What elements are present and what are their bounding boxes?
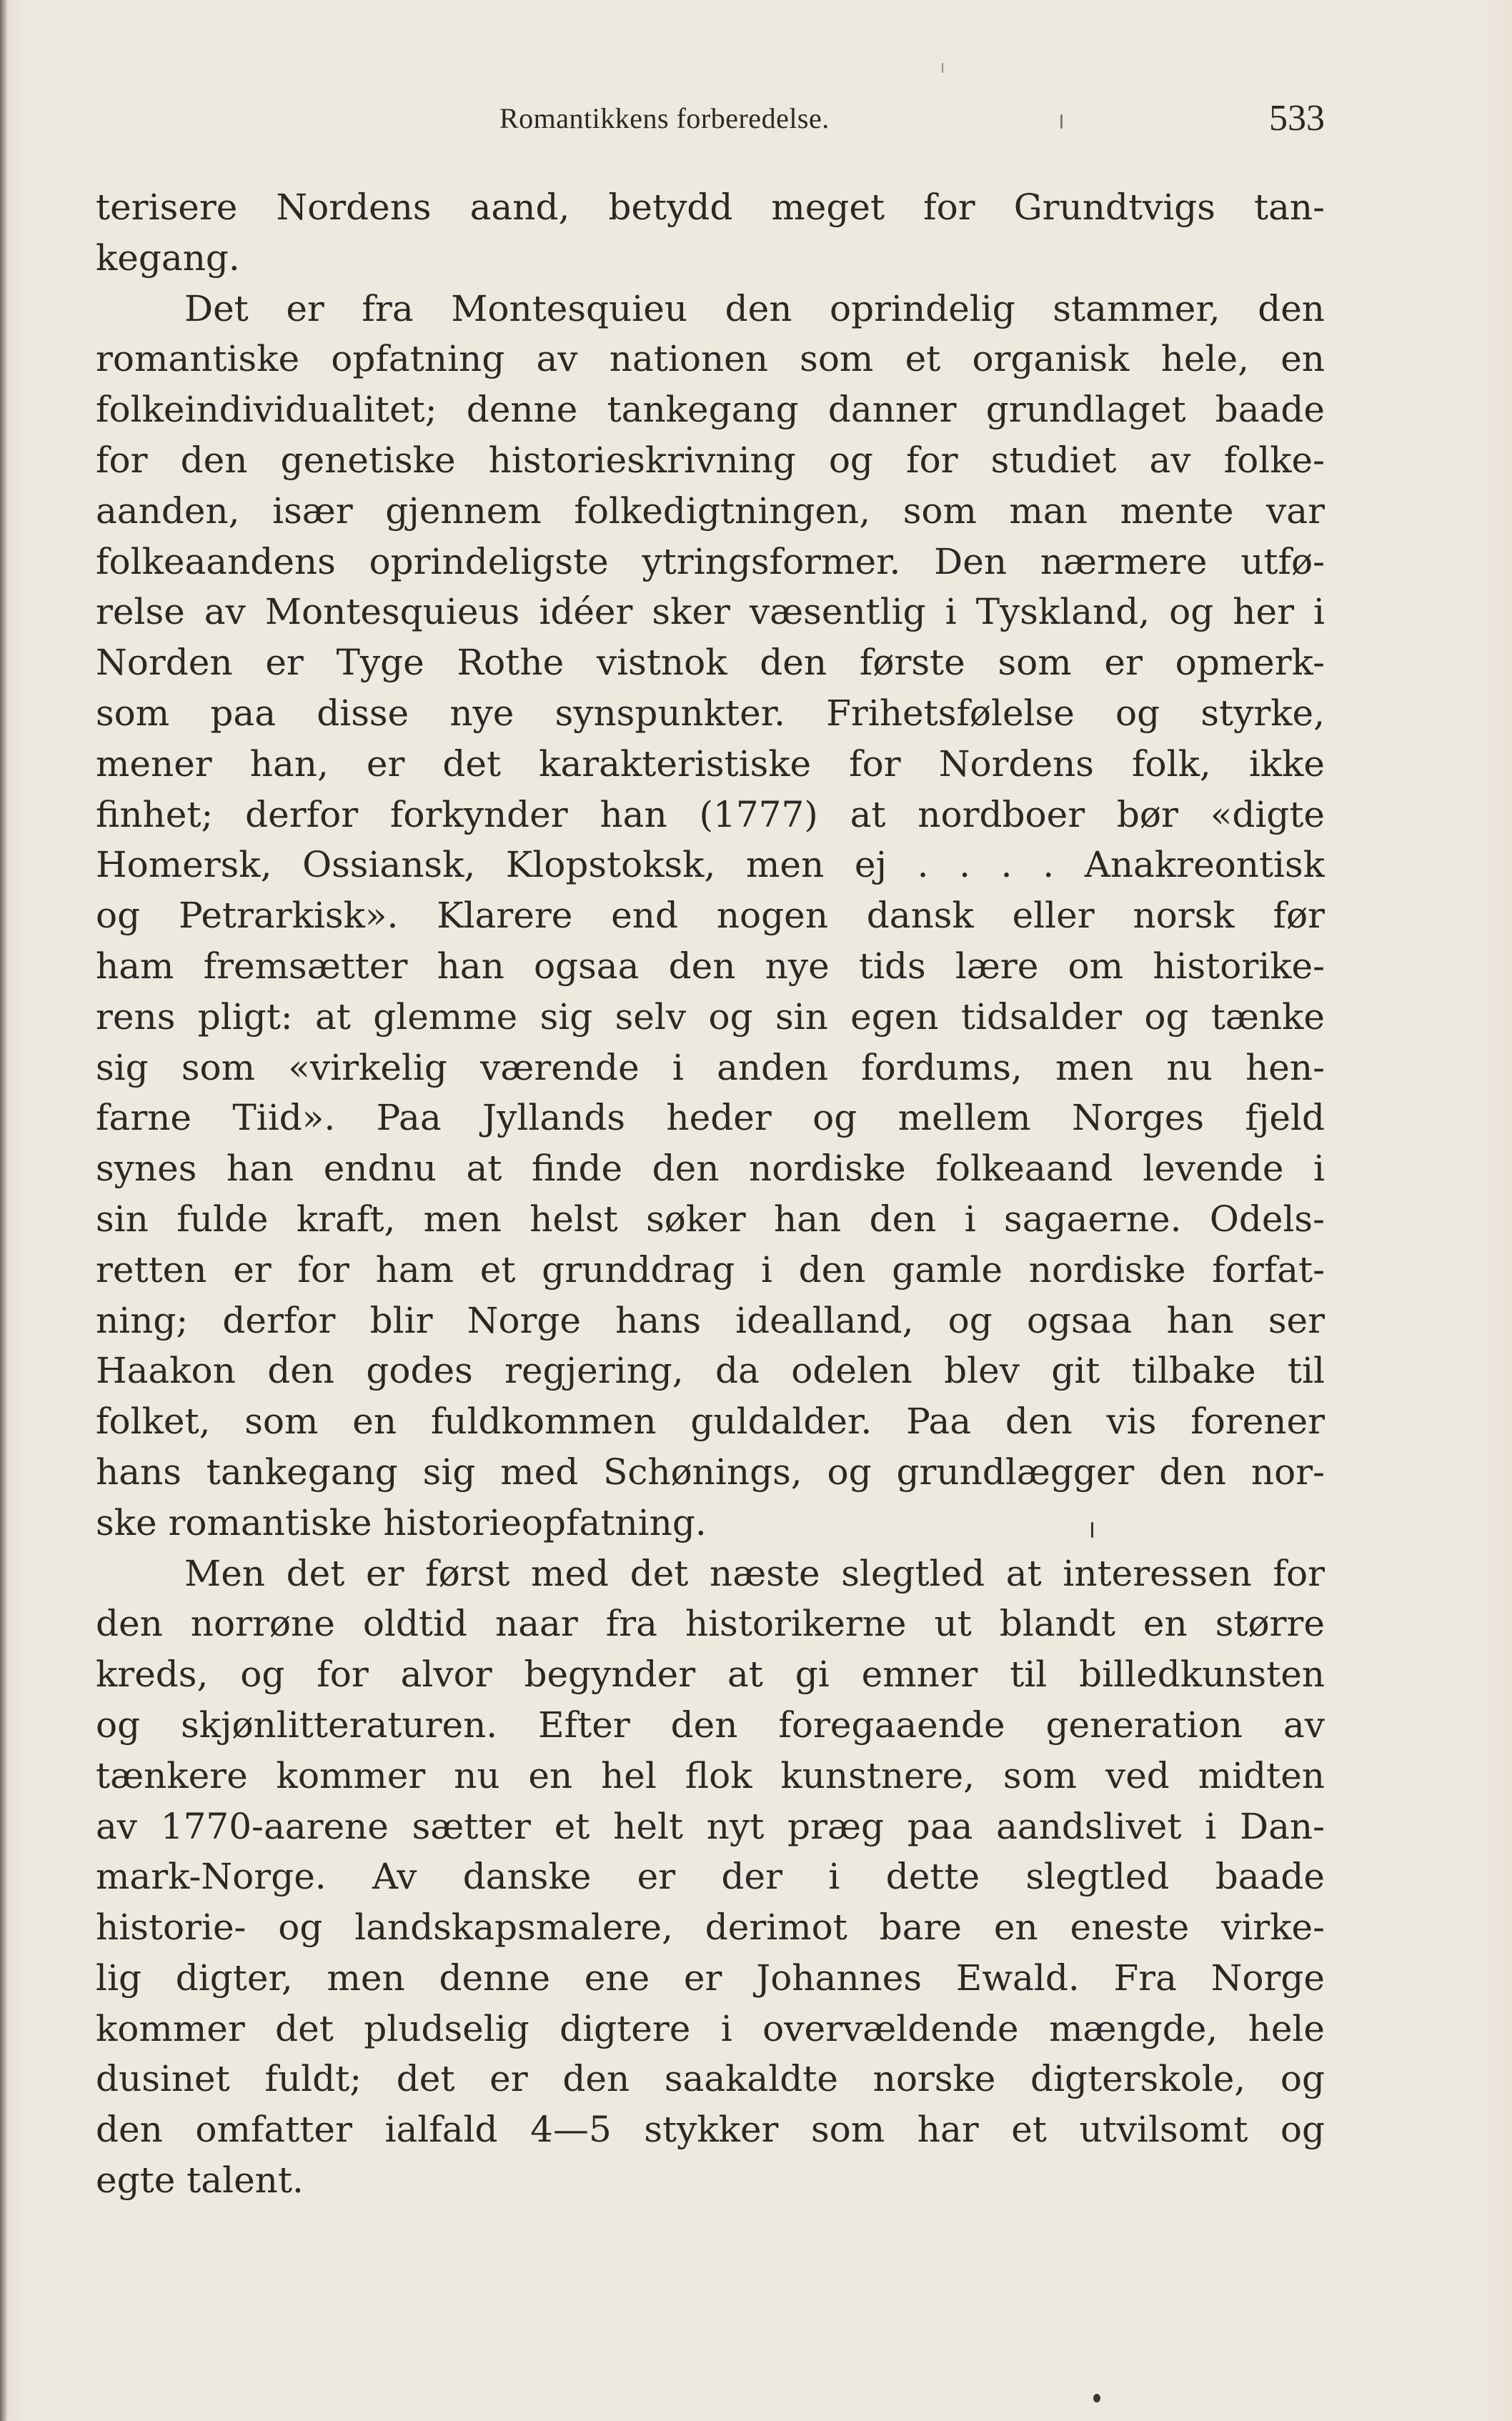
- page-binding-edge: [0, 0, 7, 2421]
- text-line: rens pligt: at glemme sig selv og sin egen tidsalder og tænke: [96, 995, 1325, 1038]
- text-line: tænkere kommer nu en hel flok kunstnere, som ved midten: [96, 1754, 1325, 1796]
- text-line: mark-Norge. Av danske er der i dette slegtled baade: [96, 1856, 1325, 1898]
- text-line: retten er for ham et grunddrag i den gamle nordiske forfat-: [96, 1248, 1325, 1291]
- ink-speck: [942, 63, 943, 73]
- ink-speck: [1091, 1522, 1093, 1538]
- text-line: Men det er først med det næste slegtled at interessen for: [184, 1552, 1325, 1594]
- running-title: Romantikkens forberedelse.: [499, 102, 830, 134]
- text-line: for den genetiske historieskrivning og for studiet av folke-: [96, 439, 1325, 481]
- body-text: [96, 182, 1325, 2219]
- text-line: dusinet fuldt; det er den saakaldte norske digterskole, og: [96, 2058, 1325, 2100]
- text-line: kegang.: [96, 237, 240, 279]
- text-line: Norden er Tyge Rothe vistnok den første som er opmerk-: [96, 642, 1325, 684]
- text-line: kommer det pludselig digtere i overvældende mængde, hele: [96, 2007, 1325, 2049]
- text-line: Homersk, Ossiansk, Klopstoksk, men ej . . . . Anakreontisk: [96, 844, 1325, 886]
- text-line: ning; derfor blir Norge hans idealland, og ogsaa han ser: [96, 1299, 1325, 1341]
- text-line: folkeaandens oprindeligste ytringsformer. Den nærmere utfø-: [96, 540, 1325, 582]
- text-line: finhet; derfor forkynder han (1777) at nordboer bør «digte: [96, 793, 1325, 835]
- text-line: relse av Montesquieus idéer sker væsentlig i Tyskland, og her i: [96, 591, 1325, 633]
- page-number: 533: [1269, 98, 1325, 139]
- text-line: den norrøne oldtid naar fra historikerne ut blandt en større: [96, 1603, 1325, 1645]
- text-line: ske romantiske historieopfatning.: [96, 1501, 707, 1543]
- text-line: mener han, er det karakteristiske for Nordens folk, ikke: [96, 742, 1325, 785]
- text-line: synes han endnu at finde den nordiske folkeaand levende i: [96, 1148, 1325, 1190]
- text-line: Haakon den godes regjering, da odelen blev git tilbake til: [96, 1350, 1325, 1392]
- text-line: kreds, og for alvor begynder at gi emner til billedkunsten: [96, 1654, 1325, 1696]
- text-line: farne Tiid». Paa Jyllands heder og mellem Norges fjeld: [96, 1097, 1325, 1139]
- text-line: av 1770-aarene sætter et helt nyt præg paa aandslivet i Dan-: [96, 1805, 1325, 1847]
- text-line: ham fremsætter han ogsaa den nye tids lære om historike-: [96, 945, 1325, 987]
- text-line: Det er fra Montesquieu den oprindelig stammer, den: [184, 287, 1325, 329]
- text-line: aanden, især gjennem folkedigtningen, som man mente var: [96, 489, 1325, 532]
- text-line: folket, som en fuldkommen guldalder. Paa den vis forener: [96, 1401, 1325, 1443]
- text-line: terisere Nordens aand, betydd meget for Grundtvigs tan-: [96, 187, 1325, 228]
- text-line: sig som «virkelig værende i anden fordums, men nu hen-: [96, 1046, 1325, 1088]
- text-line: som paa disse nye synspunkter. Frihetsfølelse og styrke,: [96, 692, 1325, 734]
- text-line: lig digter, men denne ene er Johannes Ewald. Fra Norge: [96, 1957, 1325, 1999]
- text-line: hans tankegang sig med Schønings, og grundlægger den nor-: [96, 1451, 1325, 1493]
- text-line: folkeindividualitet; denne tankegang danner grundlaget baade: [96, 389, 1325, 431]
- text-line: den omfatter ialfald 4—5 stykker som har et utvilsomt og: [96, 2109, 1325, 2151]
- page-header: [96, 91, 1325, 156]
- text-line: og skjønlitteraturen. Efter den foregaaende generation av: [96, 1704, 1325, 1746]
- ink-speck: [1060, 114, 1063, 129]
- text-line: og Petrarkisk». Klarere end nogen dansk eller norsk før: [96, 895, 1325, 937]
- text-line: egte talent.: [96, 2159, 304, 2202]
- text-line: sin fulde kraft, men helst søker han den i sagaerne. Odels-: [96, 1198, 1325, 1240]
- text-line: historie- og landskapsmalere, derimot bare en eneste virke-: [96, 1907, 1325, 1949]
- text-line: romantiske opfatning av nationen som et organisk hele, en: [96, 338, 1325, 380]
- ink-speck: [1093, 2394, 1100, 2402]
